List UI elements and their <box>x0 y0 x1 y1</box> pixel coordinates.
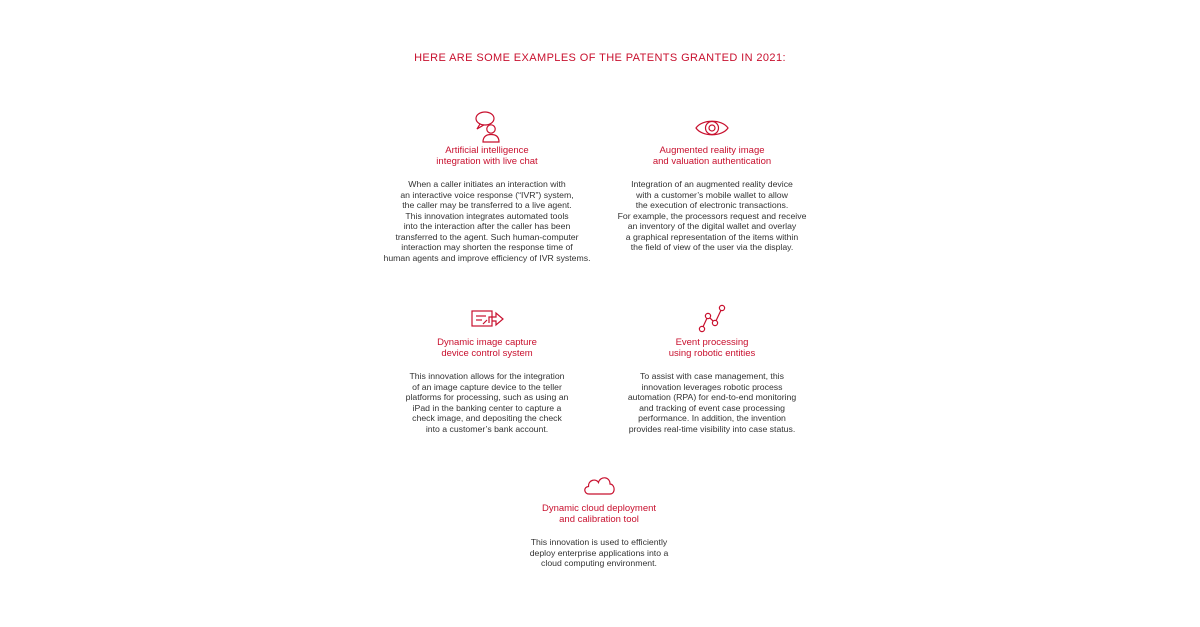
check-capture-icon <box>467 302 507 336</box>
patent-event-processing <box>592 302 832 434</box>
patent-image-capture <box>367 302 607 434</box>
patent-title: Augmented reality image and valuation authentication <box>652 145 772 167</box>
patent-description: To assist with case management, this innovation leverages robotic process automation (RPA) for end-to-end monitoring and tracking of event case processing performance. In addition, the invention provides real-time visibility into case status. <box>627 371 797 434</box>
patent-ai-live-chat <box>367 110 607 263</box>
patent-cloud-deployment <box>479 468 719 569</box>
patent-title: Event processing using robotic entities <box>668 337 756 359</box>
patent-title: Artificial intelligence integration with live chat <box>436 145 538 167</box>
process-graph-icon <box>692 302 732 336</box>
patent-title: Dynamic image capture device control system <box>437 337 537 359</box>
chat-person-icon <box>467 110 507 144</box>
cloud-icon <box>579 468 619 502</box>
patent-augmented-reality <box>592 110 832 253</box>
patent-description: This innovation allows for the integration of an image capture device to the teller platforms for processing, such as using an iPad in the banking center to capture a check image, and depositing the check into a customer’s bank account. <box>405 371 569 434</box>
patent-description: This innovation is used to efficiently deploy enterprise applications into a cloud computing environment. <box>529 537 669 568</box>
patent-description: When a caller initiates an interaction with an interactive voice response (“IVR”) system, the caller may be transferred to a live agent. This innovation integrates automated tools into the interaction after the caller has been transferred to the agent. Such human-computer interaction may shorten the response time of human agents and improve efficiency of IVR systems. <box>383 179 591 263</box>
patent-description: Integration of an augmented reality device with a customer’s mobile wallet to allow the execution of electronic transactions. For example, the processors request and receive an inventory of the digital wallet and overlay a graphical representation of the items within the field of view of the user via the display. <box>617 179 807 252</box>
page-title: HERE ARE SOME EXAMPLES OF THE PATENTS GRANTED IN 2021: <box>414 52 786 64</box>
eye-icon <box>692 110 732 144</box>
patent-title: Dynamic cloud deployment and calibration tool <box>541 503 657 525</box>
